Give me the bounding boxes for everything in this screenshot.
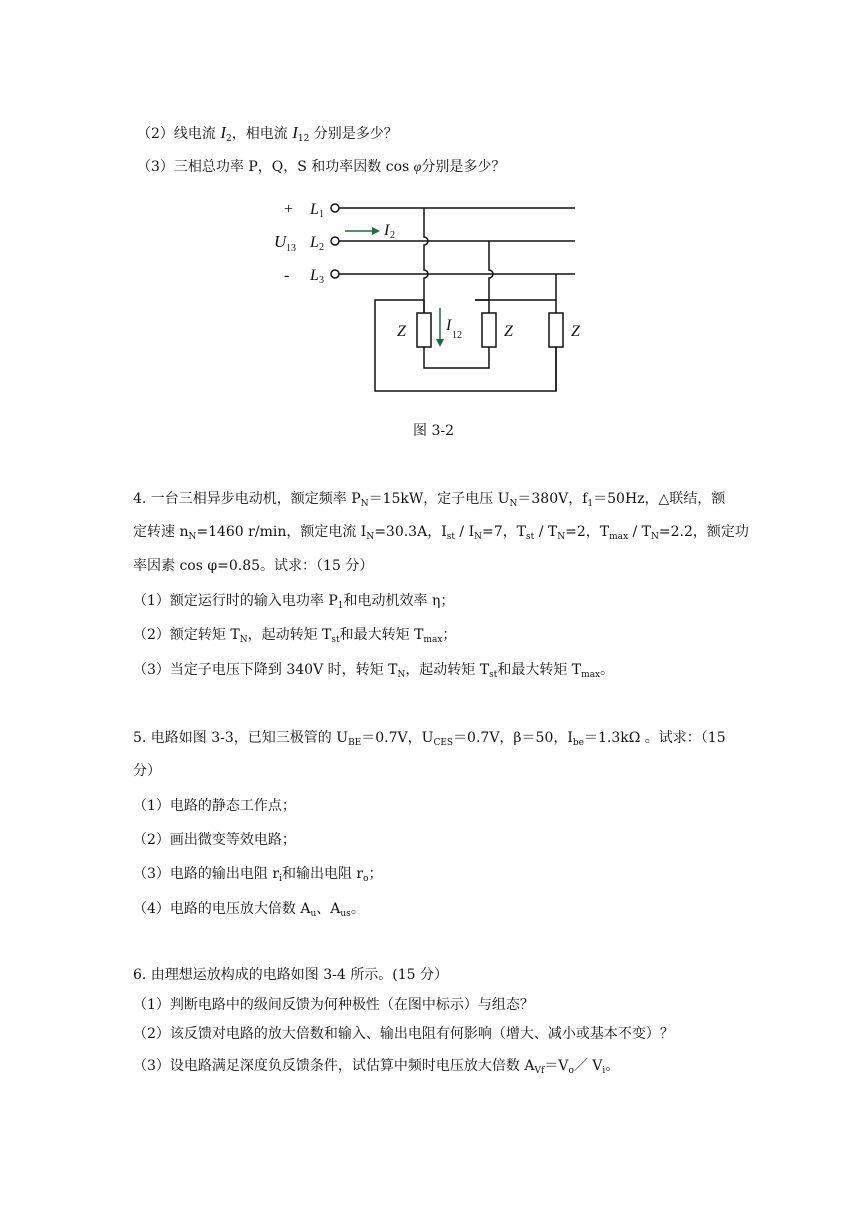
u13-subscript: 13 [286, 243, 296, 254]
q3-part2-suffix: 分别是多少？ [309, 126, 398, 142]
I12-label: I [446, 317, 452, 334]
q6-sub2: （2）该反馈对电路的放大倍数和输入、输出电阻有何影响（增大、减小或基本不变）？ [133, 1026, 674, 1042]
q4-line1: 4. 一台三相异步电动机，额定频率 $P_N=15kW$，定子电压 $U_N=380V$，$f_1=50Hz$，△联结，额 [133, 491, 726, 509]
u13-label: U [274, 232, 287, 251]
impedance-Z3 [549, 313, 563, 347]
Z3-label: Z [571, 323, 580, 340]
line-current-subscript: 2 [226, 134, 232, 144]
impedance-Z1 [417, 313, 431, 347]
q4-sub2: （2）额定转矩 $T_N$，起动转矩 $T_{st}$和最大转矩 $T_{max}$； [133, 627, 457, 645]
L1-label: L [310, 201, 319, 218]
q3-part2-prefix: （2）线电流 [137, 126, 221, 142]
terminal-L1 [331, 204, 339, 212]
wire-L2-down [489, 241, 493, 300]
delta-mid-wire [424, 347, 489, 368]
q5-line2: 分） [133, 763, 161, 779]
q3-part2 [137, 124, 398, 148]
q4-sub3: （3）当定子电压下降到 340V 时，转矩 $T_N$，起动转矩 $T_{st}$和最大转矩 $T_{max}$。 [133, 662, 615, 680]
impedance-Z2 [482, 313, 496, 347]
figure-3-2 [270, 190, 590, 404]
Z2-label: Z [504, 323, 513, 340]
L3-subscript: 3 [319, 275, 324, 286]
q5-sub4: （4）电路的电压放大倍数 $A_u$、$A_{us}$。 [133, 901, 365, 919]
line-current-symbol: I [220, 123, 227, 142]
figure-caption: 图 3-2 [413, 423, 454, 439]
delta-outer-wire [375, 300, 556, 391]
q5-line1: 5. 电路如图 3-3，已知三极管的 $U_{BE}=0.7V$，$U_{CES}=0.7V$，β＝50，$I_{be}=1.3k\Omega$ 。试求：（15 [133, 730, 726, 748]
minus-sign: - [284, 267, 290, 284]
L1-subscript: 1 [319, 209, 324, 220]
q3-part2-middle: ，相电流 [231, 126, 293, 142]
phase-current-symbol: I [292, 123, 298, 142]
q4-line3: 率因素 cos φ=0.85。试求：（15 分） [133, 558, 374, 574]
q4-line2: 定转速 $n_N=1460$ r/min，额定电流 $I_N=30.3A$，$I_{st} / I_N=7$，$T_{st} / T_N=2$，$T_{max} / T_N=2.2$，额定功 [133, 524, 749, 542]
q6-sub1: （1）判断电路中的级间反馈为何种极性（在图中标示）与组态？ [133, 997, 534, 1013]
circuit-diagram [270, 190, 590, 400]
q5-sub3: （3）电路的输出电阻 $r_i$和输出电阻 $r_o$； [133, 866, 383, 884]
q3-part3 [137, 158, 505, 177]
q4-sub1: （1）额定运行时的输入电功率 $P_1$和电动机效率 η； [133, 593, 455, 611]
q5-sub1: （1）电路的静态工作点； [133, 798, 296, 814]
phi-symbol: φ [413, 160, 422, 175]
terminal-L3 [331, 270, 339, 278]
I2-label: I [384, 222, 390, 239]
L2-subscript: 2 [319, 242, 324, 253]
q5-sub2: （2）画出微变等效电路； [133, 832, 296, 848]
I2-subscript: 2 [390, 230, 395, 241]
phase-current-subscript: 12 [297, 134, 310, 144]
I12-subscript: 12 [452, 330, 462, 341]
L3-label: L [310, 267, 319, 284]
q6-sub3: （3）设电路满足深度负反馈条件，试估算中频时电压放大倍数 $A_{Vf}=V_o/$ $V_i$。 [133, 1058, 620, 1076]
Z1-label: Z [397, 323, 406, 340]
q3-part3-suffix: 分别是多少？ [421, 159, 506, 175]
L2-label: L [310, 234, 319, 251]
q6-line1: 6. 由理想运放构成的电路如图 3-4 所示。(15 分） [133, 967, 448, 983]
plus-sign: + [284, 201, 294, 218]
terminal-L2 [331, 237, 339, 245]
q3-part3-prefix: （3）三相总功率 P，Q，S 和功率因数 cos [137, 159, 414, 175]
wire-L1-down [424, 208, 428, 313]
